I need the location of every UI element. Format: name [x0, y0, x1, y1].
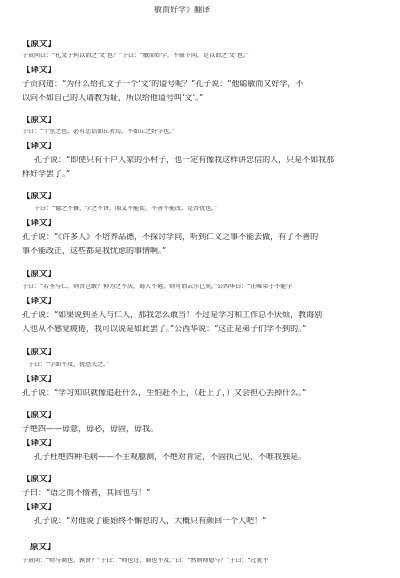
translation-text: 孔子说：“《许多人》不培养品德，不探讨学问，听到仁义之事不能去做，有了不善的 [22, 233, 319, 241]
original-text: 子曰：“德之不修，学之不讲，闻义不能徙，不善不能改，是吾忧也。” [34, 206, 218, 212]
original-text: 子曰：“学如不及，犹恐失之。” [28, 362, 110, 368]
section-header: 【原文】 [22, 411, 57, 420]
section-header: 原文】 [30, 543, 56, 552]
section-header: 【译文】 [22, 439, 57, 448]
section-header: 【译文】 [22, 219, 57, 228]
translation-text: 以向不如自己的人请教为耻，所以给他谥号叫‘文’。” [22, 94, 204, 102]
translation-text: 孔子说：“如果说到圣人与仁人，那我怎么敢当！不过是学习和工作总不厌烦，教诲别 [22, 311, 323, 319]
section-header: 【原文】 [22, 116, 57, 125]
translation-text: 样好学罢了。” [22, 170, 71, 178]
translation-text: 事不能改正，这些都是我忧虑的事情啊。” [22, 247, 167, 255]
section-header: 【原文】 [22, 475, 57, 484]
section-header: 【译文】 [22, 66, 57, 75]
original-text: 子贡问：“师与商也，孰贤？”子曰：“师也过，商也不及。”曰：“然则师愈与？”子曰：“过犹不 [22, 558, 269, 564]
section-header: 【译文】 [22, 142, 57, 151]
translation-text: 孔子说：“对他说了能始终不懈怠的人，大概只有颜回一个人吧！” [34, 517, 267, 525]
translation-text: 孔子杜绝四种毛病——不主观臆测，不绝对肯定，不固执己见，不唯我独是。 [34, 453, 306, 461]
original-text: 子贡问曰：“孔文子何以谓之‘文’也？”子曰：“敏而好学，不耻下问，是以谓之‘文’也。” [22, 53, 249, 59]
translation-text: 孔子说：“学习知识就像追赶什么，生怕赶不上，（赶上了，）又会担心丢掉什么。” [22, 389, 307, 397]
original-text: 子曰：“若圣与仁，则吾岂敢？抑为之不厌，诲人不倦，则可谓云尔已矣。”公西华曰：“正唯弟子不能学 [22, 284, 293, 290]
section-header: 【译文】 [22, 503, 57, 512]
section-header: 【译文】 [22, 375, 57, 384]
section-header: 【原文】 [22, 348, 57, 357]
translation-text: 子贡问道：“为什么给孔文子一个‘文’的谥号呢？”孔子说：“他聪敏而又好学，不 [22, 80, 304, 88]
translation-text: 人也从不感觉疲倦，我可以说是如此罢了。”公西华说：“这正是弟子们学不到的。” [22, 325, 307, 333]
original-text: 子绝四——毋意，毋必，毋固，毋我。 [22, 425, 158, 433]
translation-text: 孔子说：“即使只有十户人家的小村子，也一定有像我这样讲忠信的人，只是不如我那 [34, 156, 335, 164]
section-header: 【原文】 [22, 192, 57, 201]
section-header: 【原文】 [22, 40, 57, 49]
section-header: 【原文】 [22, 270, 57, 279]
original-text: 子曰：“语之而不惰者，其回也与！” [22, 489, 151, 497]
section-header: 【译文】 [22, 297, 57, 306]
document-title: 敏而好学》翻译 [154, 6, 210, 14]
original-text: 子曰：“十室之邑，必有忠信如丘者焉，不如丘之好学也。” [22, 129, 176, 135]
